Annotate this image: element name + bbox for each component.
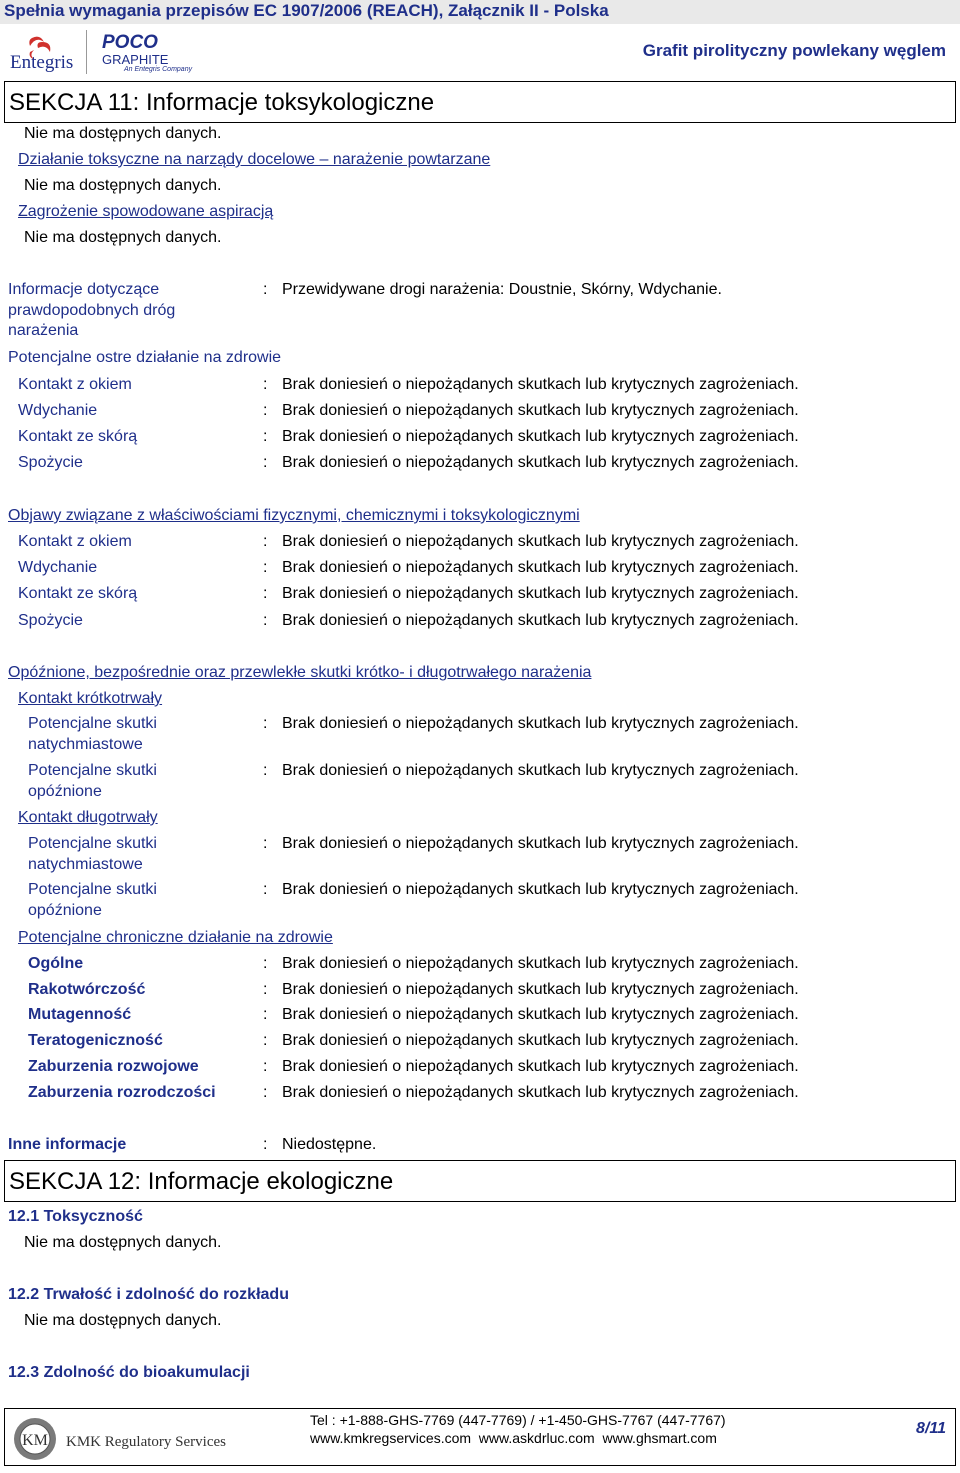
- routes-label-line2: prawdopodobnych dróg: [8, 302, 176, 319]
- page-number: 8/11: [916, 1420, 946, 1437]
- long-term-row-value: Brak doniesień o niepożądanych skutkach lub krytycznych zagrożeniach.: [282, 835, 799, 852]
- long-term-heading: Kontakt długotrwały: [18, 809, 158, 826]
- bioaccumulation-heading: 12.3 Zdolność do bioakumulacji: [8, 1364, 250, 1381]
- chronic-heading: Potencjalne chroniczne działanie na zdrowie: [18, 929, 333, 946]
- acute-row-label: Kontakt z okiem: [18, 376, 132, 393]
- row-colon: :: [263, 533, 268, 550]
- routes-label-line1: Informacje dotyczące: [8, 281, 160, 298]
- row-colon: :: [263, 612, 268, 629]
- regulation-title: Spełnia wymagania przepisów EC 1907/2006 (REACH), Załącznik II - Polska: [4, 1, 609, 20]
- row-colon: :: [263, 428, 268, 445]
- svg-text:KM: KM: [22, 1432, 48, 1449]
- acute-row-label: Wdychanie: [18, 402, 98, 419]
- symptoms-heading: Objawy związane z właściwościami fizycznymi, chemicznymi i toksykologicznymi: [8, 507, 580, 524]
- section-12-title: SEKCJA 12: Informacje ekologiczne: [9, 1168, 394, 1195]
- no-data-text: Nie ma dostępnych danych.: [24, 125, 222, 142]
- persistence-heading: 12.2 Trwałość i zdolność do rozkładu: [8, 1286, 289, 1303]
- short-term-heading: Kontakt krótkotrwały: [18, 690, 163, 707]
- row-colon: :: [263, 881, 268, 898]
- acute-row-label: Spożycie: [18, 454, 83, 471]
- section-12-header: [4, 1160, 956, 1202]
- acute-row-value: Brak doniesień o niepożądanych skutkach lub krytycznych zagrożeniach.: [282, 454, 799, 471]
- routes-colon: :: [263, 281, 268, 298]
- chronic-row-value: Brak doniesień o niepożądanych skutkach lub krytycznych zagrożeniach.: [282, 955, 799, 972]
- section-11-header: [4, 81, 956, 123]
- short-term-row-label-cont: opóźnione: [28, 783, 102, 800]
- chronic-row-value: Brak doniesień o niepożądanych skutkach lub krytycznych zagrożeniach.: [282, 981, 799, 998]
- toxicity-value: Nie ma dostępnych danych.: [24, 1234, 222, 1251]
- short-term-row-value: Brak doniesień o niepożądanych skutkach lub krytycznych zagrożeniach.: [282, 762, 799, 779]
- symptoms-row-label: Spożycie: [18, 612, 83, 629]
- symptoms-row-value: Brak doniesień o niepożądanych skutkach lub krytycznych zagrożeniach.: [282, 585, 799, 602]
- product-name: Grafit pirolityczny powlekany węglem: [642, 41, 946, 60]
- row-colon: :: [263, 1032, 268, 1049]
- acute-heading: Potencjalne ostre działanie na zdrowie: [8, 349, 282, 366]
- kmk-logo-icon: [12, 1416, 58, 1462]
- row-colon: :: [263, 559, 268, 576]
- long-term-row-label-cont: natychmiastowe: [28, 856, 143, 873]
- symptoms-row-value: Brak doniesień o niepożądanych skutkach lub krytycznych zagrożeniach.: [282, 533, 799, 550]
- footer-company: KMK Regulatory Services: [66, 1434, 226, 1450]
- chronic-row-label: Ogólne: [28, 955, 84, 972]
- routes-label-line3: narażenia: [8, 322, 79, 339]
- chronic-row-label: Mutagenność: [28, 1006, 132, 1023]
- poco-logo: [88, 30, 193, 76]
- toxicity-heading: 12.1 Toksyczność: [8, 1208, 143, 1225]
- chronic-row-value: Brak doniesień o niepożądanych skutkach lub krytycznych zagrożeniach.: [282, 1006, 799, 1023]
- short-term-row-label-cont: natychmiastowe: [28, 736, 143, 753]
- chronic-row-label: Zaburzenia rozrodczości: [28, 1084, 216, 1101]
- chronic-row-value: Brak doniesień o niepożądanych skutkach lub krytycznych zagrożeniach.: [282, 1084, 799, 1101]
- acute-row-label: Kontakt ze skórą: [18, 428, 138, 445]
- symptoms-row-value: Brak doniesień o niepożądanych skutkach lub krytycznych zagrożeniach.: [282, 612, 799, 629]
- short-term-row-label: Potencjalne skutki: [28, 715, 157, 732]
- aspiration-heading: Zagrożenie spowodowane aspiracją: [18, 203, 274, 220]
- entegris-logo-text: Entegris: [10, 52, 74, 73]
- row-colon: :: [263, 402, 268, 419]
- routes-value: Przewidywane drogi narażenia: Doustnie, Skórny, Wdychanie.: [282, 281, 722, 298]
- long-term-row-label: Potencjalne skutki: [28, 881, 157, 898]
- row-colon: :: [263, 715, 268, 732]
- symptoms-row-label: Kontakt ze skórą: [18, 585, 138, 602]
- row-colon: :: [263, 454, 268, 471]
- acute-row-value: Brak doniesień o niepożądanych skutkach lub krytycznych zagrożeniach.: [282, 402, 799, 419]
- long-term-row-label: Potencjalne skutki: [28, 835, 157, 852]
- symptoms-row-value: Brak doniesień o niepożądanych skutkach lub krytycznych zagrożeniach.: [282, 559, 799, 576]
- row-colon: :: [263, 1136, 268, 1153]
- acute-row-value: Brak doniesień o niepożądanych skutkach lub krytycznych zagrożeniach.: [282, 376, 799, 393]
- footer-phone: Tel : +1-888-GHS-7769 (447-7769) / +1-450-GHS-7767 (447-7767): [310, 1412, 726, 1428]
- row-colon: :: [263, 835, 268, 852]
- poco-logo-text: POCO: [102, 32, 158, 53]
- delayed-effects-heading: Opóźnione, bezpośrednie oraz przewlekłe skutki krótko- i długotrwałego narażenia: [8, 664, 592, 681]
- entegris-company-text: An Entegris Company: [124, 66, 193, 73]
- row-colon: :: [263, 1084, 268, 1101]
- chronic-row-label: Teratogeniczność: [28, 1032, 163, 1049]
- row-colon: :: [263, 1006, 268, 1023]
- symptoms-row-label: Wdychanie: [18, 559, 98, 576]
- logo-divider: [86, 30, 87, 74]
- entegris-logo: [8, 30, 82, 76]
- row-colon: :: [263, 762, 268, 779]
- row-colon: :: [263, 981, 268, 998]
- no-data-text: Nie ma dostępnych danych.: [24, 177, 222, 194]
- other-info-label: Inne informacje: [8, 1136, 127, 1153]
- long-term-row-value: Brak doniesień o niepożądanych skutkach lub krytycznych zagrożeniach.: [282, 881, 799, 898]
- section-11-title: SEKCJA 11: Informacje toksykologiczne: [9, 89, 435, 116]
- short-term-row-label: Potencjalne skutki: [28, 762, 157, 779]
- row-colon: :: [263, 376, 268, 393]
- chronic-row-value: Brak doniesień o niepożądanych skutkach lub krytycznych zagrożeniach.: [282, 1058, 799, 1075]
- row-colon: :: [263, 955, 268, 972]
- stot-re-heading: Działanie toksyczne na narządy docelowe – narażenie powtarzane: [18, 151, 491, 168]
- no-data-text: Nie ma dostępnych danych.: [24, 229, 222, 246]
- footer-websites: www.kmkregservices.com www.askdrluc.com www.ghsmart.com: [310, 1430, 717, 1446]
- persistence-value: Nie ma dostępnych danych.: [24, 1312, 222, 1329]
- chronic-row-label: Zaburzenia rozwojowe: [28, 1058, 199, 1075]
- graphite-logo-text: GRAPHITE: [102, 52, 169, 67]
- short-term-row-value: Brak doniesień o niepożądanych skutkach lub krytycznych zagrożeniach.: [282, 715, 799, 732]
- row-colon: :: [263, 585, 268, 602]
- other-info-value: Niedostępne.: [282, 1136, 377, 1153]
- row-colon: :: [263, 1058, 268, 1075]
- long-term-row-label-cont: opóźnione: [28, 902, 102, 919]
- symptoms-row-label: Kontakt z okiem: [18, 533, 132, 550]
- acute-row-value: Brak doniesień o niepożądanych skutkach lub krytycznych zagrożeniach.: [282, 428, 799, 445]
- chronic-row-value: Brak doniesień o niepożądanych skutkach lub krytycznych zagrożeniach.: [282, 1032, 799, 1049]
- chronic-row-label: Rakotwórczość: [28, 981, 146, 998]
